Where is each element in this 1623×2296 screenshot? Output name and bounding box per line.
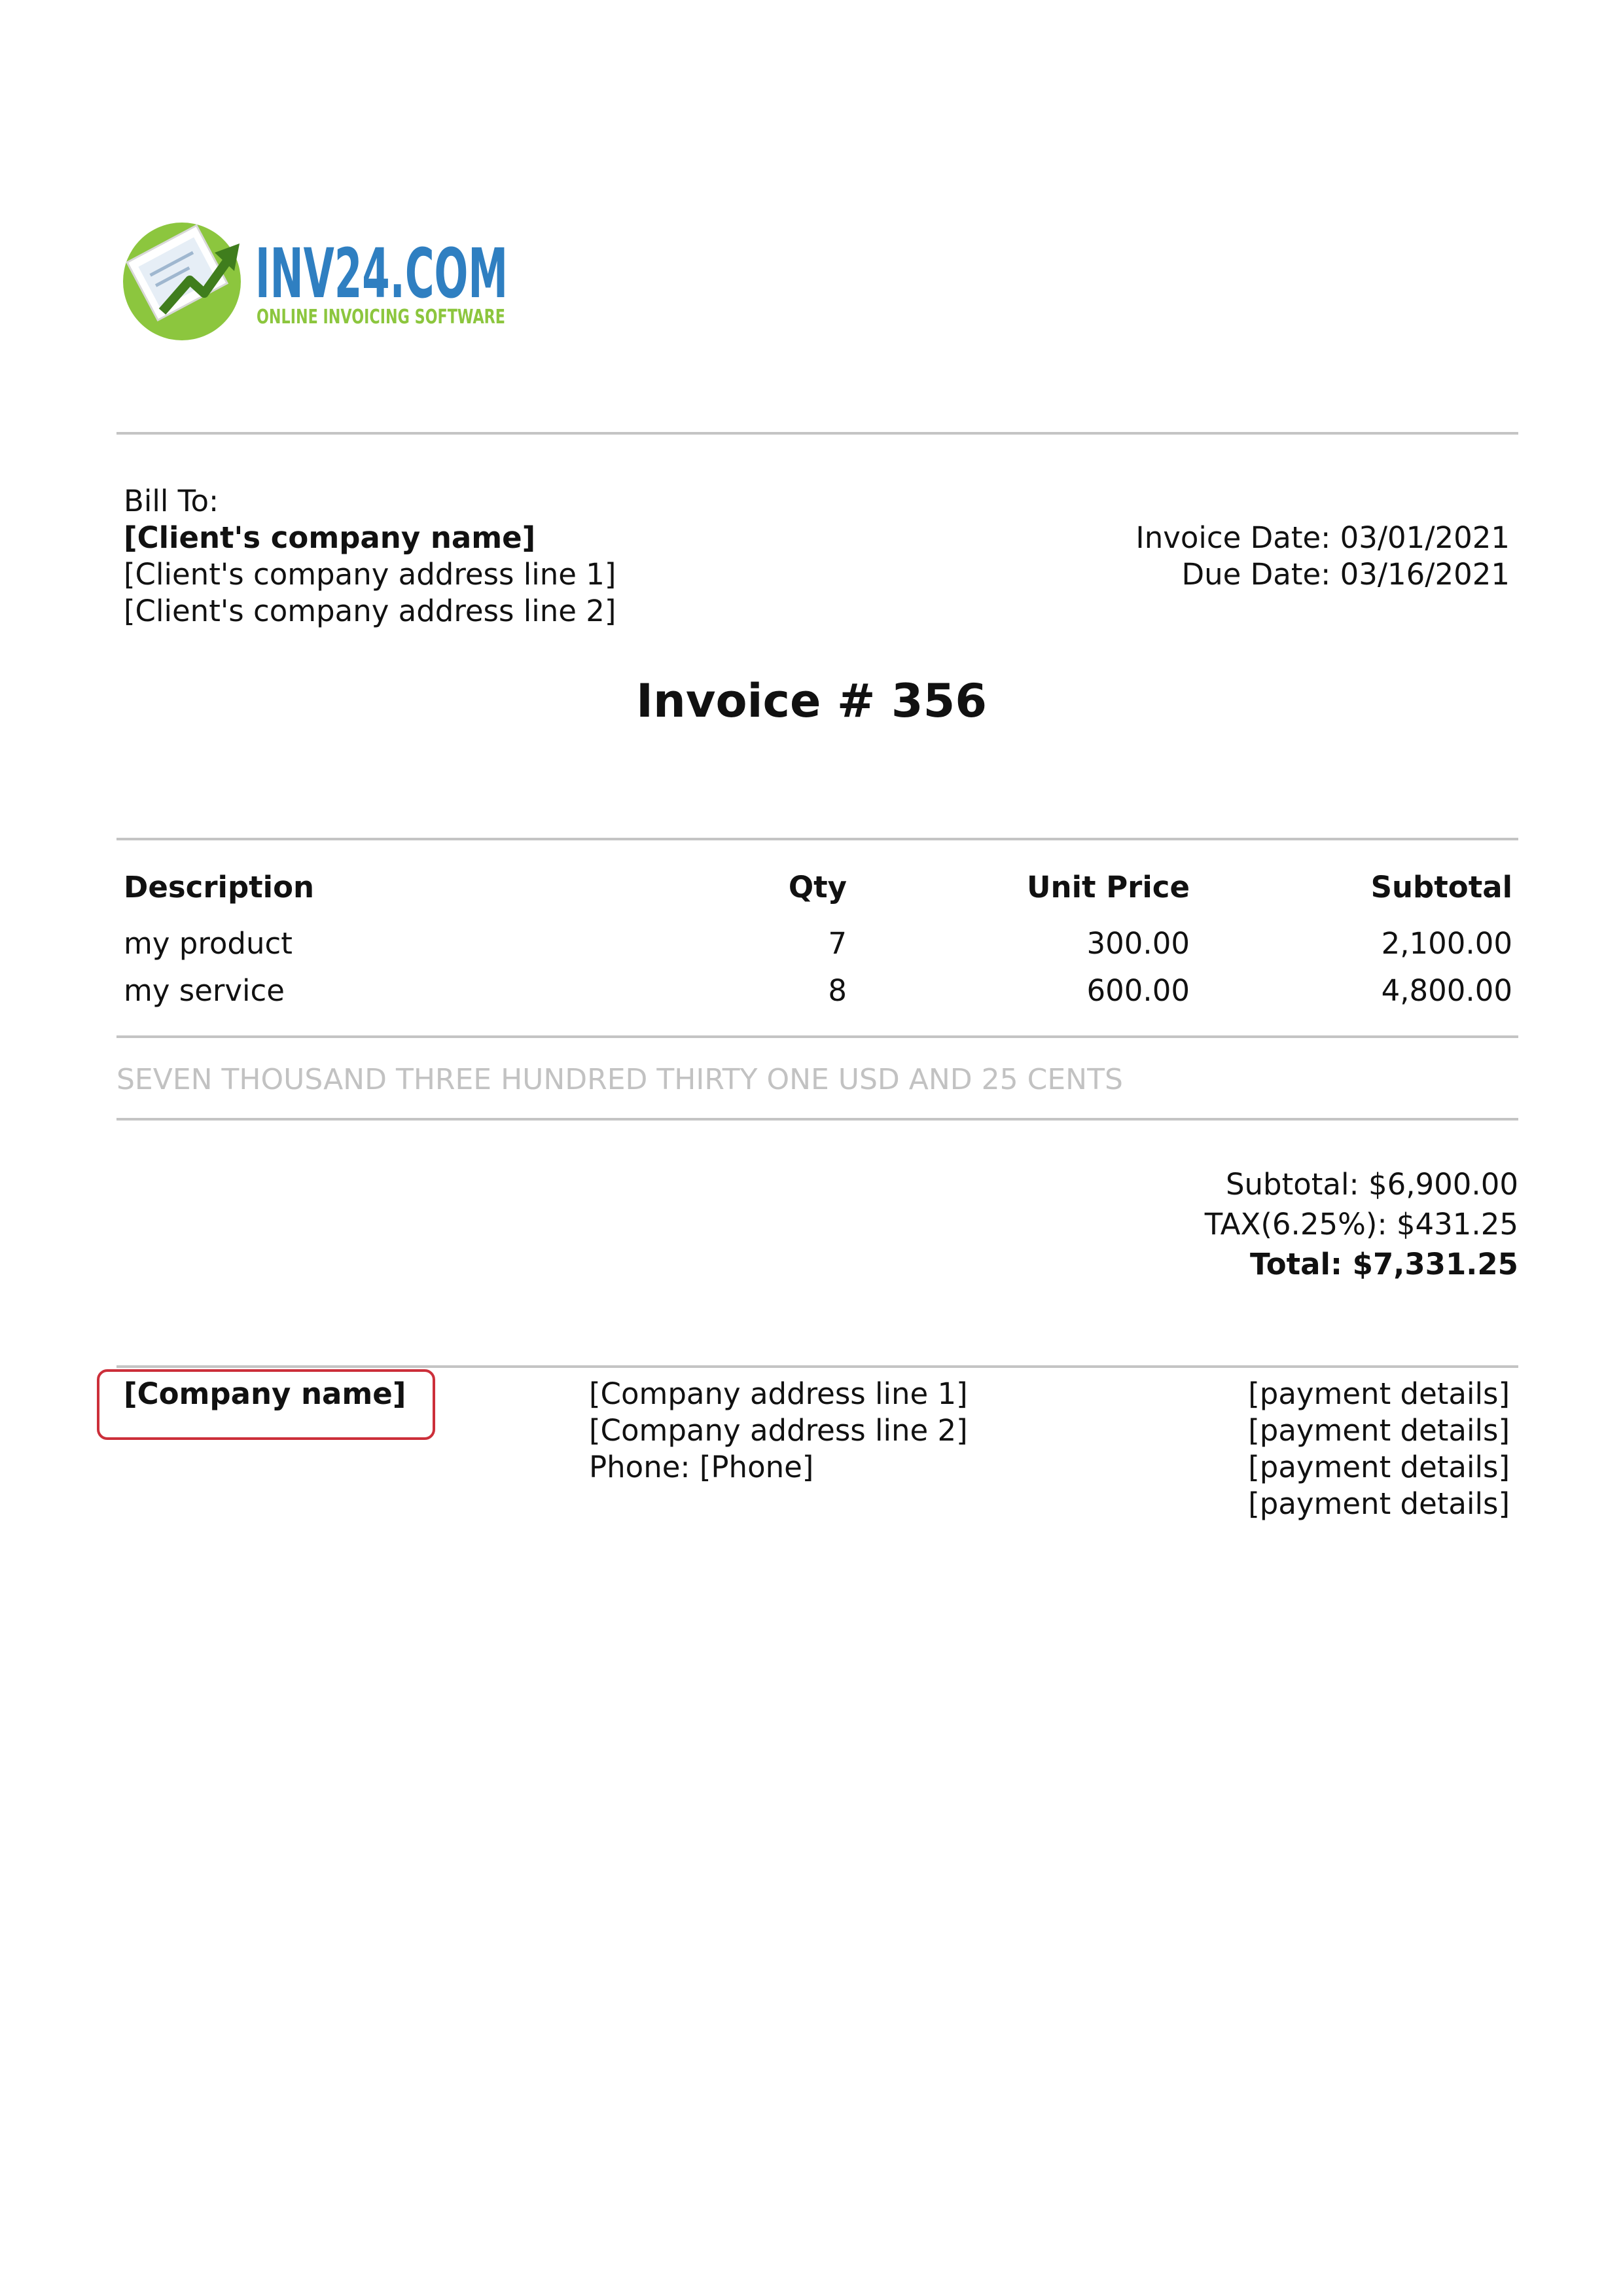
invoice-title: Invoice # 356 <box>635 674 988 728</box>
header-divider <box>116 432 1518 435</box>
footer-address-line-1: [Company address line 1] <box>589 1376 968 1411</box>
client-address-line-1: [Client's company address line 1] <box>124 557 616 592</box>
due-date: Due Date: 03/16/2021 <box>1181 557 1510 592</box>
header-qty: Qty <box>788 870 847 905</box>
header-description: Description <box>124 870 315 905</box>
amount-in-words: SEVEN THOUSAND THREE HUNDRED THIRTY ONE USD AND 25 CENTS <box>116 1063 1123 1096</box>
payment-details-3: [payment details] <box>1248 1450 1510 1484</box>
row-2-unit-price: 600.00 <box>1086 973 1190 1008</box>
tax-amount: TAX(6.25%): $431.25 <box>1204 1207 1518 1242</box>
table-top-divider <box>116 838 1518 840</box>
logo-brand-text: INV24.COM <box>255 234 508 314</box>
company-name-highlight <box>97 1369 435 1440</box>
row-1-qty: 7 <box>828 926 847 961</box>
payment-details-1: [payment details] <box>1248 1376 1510 1411</box>
logo-tagline: ONLINE INVOICING SOFTWARE <box>257 306 505 329</box>
footer-address-line-2: [Company address line 2] <box>589 1413 968 1448</box>
table-bottom-divider <box>116 1035 1518 1038</box>
bill-to-block <box>124 483 616 630</box>
invoice-date: Invoice Date: 03/01/2021 <box>1135 520 1510 555</box>
footer-address-block <box>589 1376 968 1486</box>
row-1-unit-price: 300.00 <box>1086 926 1190 961</box>
footer-payment-block <box>1248 1376 1510 1522</box>
row-2-description: my service <box>124 973 285 1008</box>
words-divider <box>116 1118 1518 1121</box>
total-amount: Total: $7,331.25 <box>1250 1247 1518 1282</box>
invoice-dates <box>1135 520 1510 593</box>
client-company-name: [Client's company name] <box>124 520 536 555</box>
header-subtotal: Subtotal <box>1370 870 1512 905</box>
totals-block <box>1205 1164 1518 1284</box>
subtotal-amount: Subtotal: $6,900.00 <box>1225 1167 1518 1202</box>
footer-company-name: [Company name] <box>124 1376 406 1411</box>
footer-phone: Phone: [Phone] <box>589 1450 814 1484</box>
payment-details-2: [payment details] <box>1248 1413 1510 1448</box>
logo-graphic <box>116 207 522 346</box>
row-2-subtotal: 4,800.00 <box>1381 973 1512 1008</box>
client-address-line-2: [Client's company address line 2] <box>124 594 616 628</box>
footer-divider <box>116 1365 1518 1368</box>
row-1-subtotal: 2,100.00 <box>1381 926 1512 961</box>
row-2-qty: 8 <box>828 973 847 1008</box>
header-unit-price: Unit Price <box>1027 870 1190 905</box>
payment-details-4: [payment details] <box>1248 1486 1510 1521</box>
bill-to-label: Bill To: <box>124 484 219 518</box>
row-1-description: my product <box>124 926 293 961</box>
company-logo <box>116 207 522 346</box>
